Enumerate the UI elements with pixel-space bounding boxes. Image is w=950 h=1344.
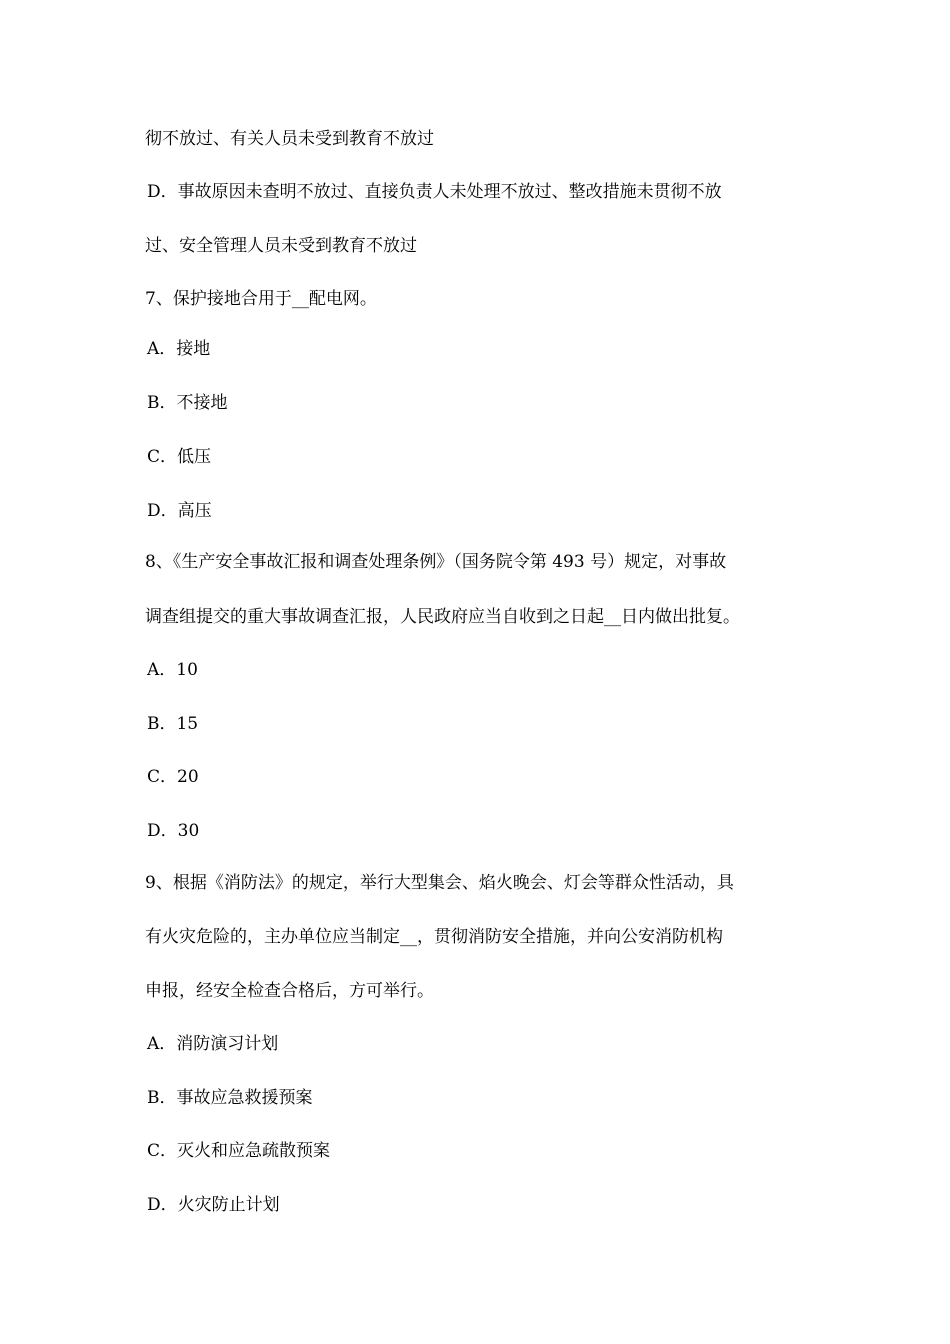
text-line: 有火灾危险的，主办单位应当制定__，贯彻消防安全措施，并向公安消防机构 (145, 927, 723, 947)
option-d: D．高压 (147, 501, 212, 521)
option-d: D．事故原因未查明不放过、直接负责人未处理不放过、整改措施未贯彻不放 (147, 182, 722, 202)
option-c: C．灭火和应急疏散预案 (147, 1141, 331, 1161)
option-c: C．20 (147, 767, 199, 787)
option-b: B．不接地 (147, 393, 228, 413)
option-c: C．低压 (147, 447, 212, 467)
option-a: A．消防演习计划 (147, 1034, 279, 1054)
text-line: 彻不放过、有关人员未受到教育不放过 (145, 129, 434, 149)
text-line: 过、安全管理人员未受到教育不放过 (145, 236, 417, 256)
question-9: 9、根据《消防法》的规定，举行大型集会、焰火晚会、灯会等群众性活动，具 (145, 873, 734, 893)
text-line: 调查组提交的重大事故调查汇报，人民政府应当自收到之日起__日内做出批复。 (145, 607, 740, 627)
question-7: 7、保护接地合用于__配电网。 (145, 289, 377, 309)
option-b: B．事故应急救援预案 (147, 1088, 313, 1108)
question-8: 8、《生产安全事故汇报和调查处理条例》（国务院令第 493 号）规定，对事故 (145, 552, 727, 572)
text-line: 申报，经安全检查合格后，方可举行。 (145, 981, 434, 1001)
option-b: B．15 (147, 714, 199, 734)
option-d: D．30 (147, 821, 200, 841)
option-a: A．接地 (147, 339, 211, 359)
option-d: D．火灾防止计划 (147, 1195, 280, 1215)
option-a: A．10 (147, 660, 198, 680)
